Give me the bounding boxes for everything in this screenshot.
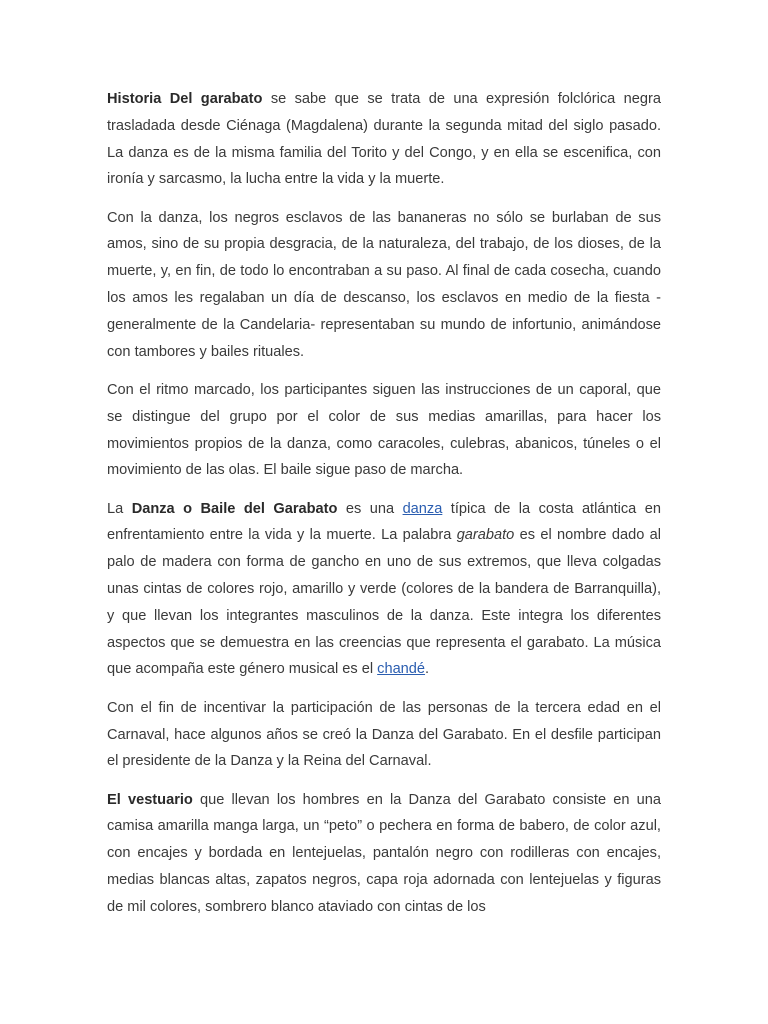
paragraph-text: Con la danza, los negros esclavos de las bananeras no sólo se burlaban de sus amos, sino de su propia desgracia, de la naturaleza, del trabajo, de los dioses, de la muerte, y, en fin, de todo lo encontraban a su paso. Al final de cada cosecha, cuando los amos les regalaban un día de descanso, los esclavos en medio de la fiesta -generalmente de la Candelaria- representaban su mundo de infortunio, animándose con tambores y bailes rituales. xyxy=(107,209,661,360)
paragraph-text: es una xyxy=(337,500,403,517)
paragraph-esclavos xyxy=(107,205,661,366)
paragraph-vestuario xyxy=(107,787,661,921)
bold-text: Danza o Baile del Garabato xyxy=(131,500,338,517)
paragraph-text: Con el ritmo marcado, los participantes siguen las instrucciones de un caporal, que se distingue del grupo por el color de sus medias amarillas, para hacer los movimientos propios de la danza, como caracoles, culebras, abanicos, túneles o el movimiento de las olas. El baile sigue paso de marcha. xyxy=(107,381,661,479)
paragraph-text: se sabe que se trata de una expresión folclórica negra trasladada desde Ciénaga (Magdalena) durante la segunda mitad del siglo pasado. La danza es de la misma familia del Torito y del Congo, y en ella se escenifica, con ironía y sarcasmo, la lucha entre la vida y la muerte. xyxy=(107,91,661,188)
paragraph-historia xyxy=(107,86,661,193)
link-chande[interactable]: chandé xyxy=(377,661,426,678)
bold-text: El vestuario xyxy=(107,791,193,808)
paragraph-text: Con el fin de incentivar la participación de las personas de la tercera edad en el Carnaval, hace algunos años se creó la Danza del Garabato. En el desfile participan el presidente de la Danza y la Reina del Carnaval. xyxy=(107,699,661,770)
paragraph-text: La xyxy=(107,500,132,517)
link-danza[interactable]: danza xyxy=(402,500,443,517)
paragraph-ritmo xyxy=(107,377,661,484)
italic-text: garabato xyxy=(456,527,515,544)
paragraph-text: . xyxy=(425,661,430,678)
paragraph-text: es el nombre dado al palo de madera con forma de gancho en uno de sus extremos, que lleva colgadas unas cintas de colores rojo, amarillo y verde (colores de la bandera de Barranquilla), y que llevan los integrantes masculinos de la danza. Este integra los diferentes aspectos que se demuestra en las creencias que representa el garabato. La música que acompaña este género musical es el xyxy=(107,527,661,678)
paragraph-text: típica de la costa atlántica en enfrentamiento entre la vida y la muerte. La palabra xyxy=(107,500,661,544)
bold-text: Historia Del garabato xyxy=(107,91,263,107)
document-body xyxy=(107,86,661,932)
paragraph-danza-definicion xyxy=(107,496,661,684)
paragraph-carnaval xyxy=(107,695,661,775)
paragraph-text: que llevan los hombres en la Danza del Garabato consiste en una camisa amarilla manga larga, un “peto” o pechera en forma de babero, de color azul, con encajes y bordada en lentejuelas, pantalón negro con rodilleras con encajes, medias blancas altas, zapatos negros, capa roja adornada con lentejuelas y figuras de mil colores, sombrero blanco ataviado con cintas de los xyxy=(107,791,662,915)
